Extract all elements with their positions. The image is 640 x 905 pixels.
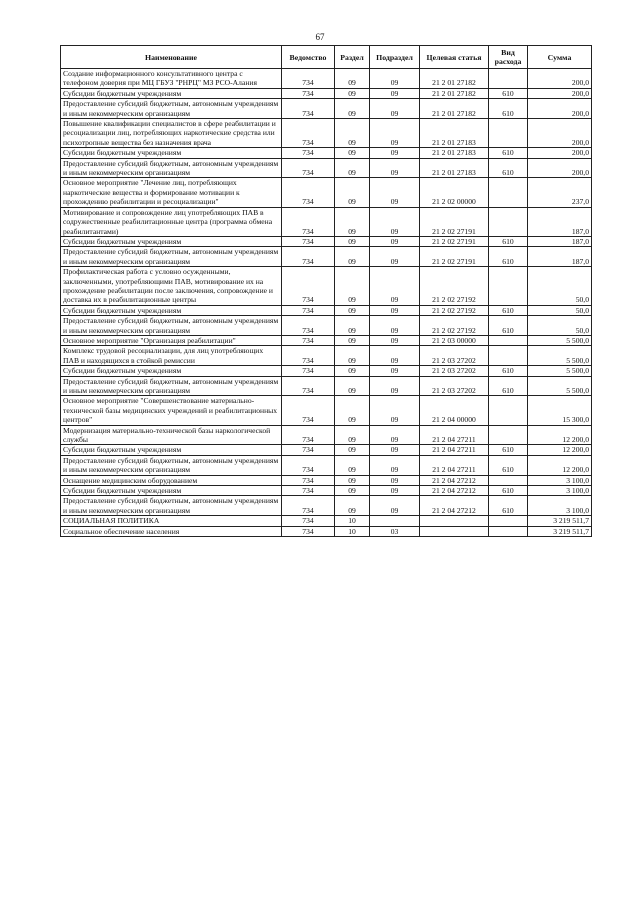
row-subsection-cell: 09 [370, 69, 420, 89]
row-amount-cell: 3 219 511,7 [528, 526, 592, 536]
row-amount-cell: 200,0 [528, 119, 592, 148]
table-row [61, 207, 592, 236]
row-target-cell: 21 2 03 27202 [420, 366, 489, 376]
row-section-cell: 09 [335, 236, 370, 246]
row-expense-type-cell: 610 [489, 376, 528, 396]
row-name-cell: Субсидии бюджетным учреждениям [61, 445, 282, 455]
row-subsection-cell: 09 [370, 99, 420, 119]
row-name-cell: Основное мероприятие "Организация реабилитации" [61, 335, 282, 345]
row-name-cell: Субсидии бюджетным учреждениям [61, 486, 282, 496]
row-target-cell: 21 2 01 27182 [420, 99, 489, 119]
row-subsection-cell: 09 [370, 396, 420, 425]
row-target-cell: 21 2 02 27191 [420, 236, 489, 246]
row-dept-cell: 734 [282, 247, 335, 267]
row-subsection-cell: 09 [370, 316, 420, 336]
row-target-cell: 21 2 02 27192 [420, 316, 489, 336]
row-expense-type-cell: 610 [489, 496, 528, 516]
row-amount-cell: 200,0 [528, 69, 592, 89]
row-amount-cell: 12 200,0 [528, 455, 592, 475]
row-dept-cell: 734 [282, 526, 335, 536]
table-row [61, 486, 592, 496]
row-target-cell: 21 2 03 27202 [420, 376, 489, 396]
row-expense-type-cell [489, 267, 528, 306]
row-dept-cell: 734 [282, 178, 335, 207]
row-target-cell: 21 2 02 27191 [420, 207, 489, 236]
row-amount-cell: 187,0 [528, 236, 592, 246]
row-expense-type-cell: 610 [489, 88, 528, 98]
row-section-cell: 09 [335, 207, 370, 236]
table-row [61, 366, 592, 376]
row-target-cell: 21 2 01 27183 [420, 148, 489, 158]
table-row [61, 247, 592, 267]
row-name-cell: Предоставление субсидий бюджетным, автономным учреждениям и иным некоммерческим организациям [61, 376, 282, 396]
row-subsection-cell: 09 [370, 236, 420, 246]
row-amount-cell: 187,0 [528, 207, 592, 236]
row-subsection-cell: 09 [370, 376, 420, 396]
header-amount: Сумма [528, 46, 592, 69]
row-expense-type-cell [489, 516, 528, 526]
row-section-cell: 09 [335, 99, 370, 119]
table-row [61, 88, 592, 98]
row-dept-cell: 734 [282, 445, 335, 455]
row-target-cell [420, 516, 489, 526]
row-section-cell: 09 [335, 475, 370, 485]
row-amount-cell: 200,0 [528, 99, 592, 119]
table-row [61, 516, 592, 526]
row-amount-cell: 50,0 [528, 267, 592, 306]
row-dept-cell: 734 [282, 486, 335, 496]
row-amount-cell: 5 500,0 [528, 366, 592, 376]
row-target-cell: 21 2 04 27212 [420, 496, 489, 516]
row-expense-type-cell: 610 [489, 445, 528, 455]
row-amount-cell: 200,0 [528, 88, 592, 98]
row-name-cell: Профилактическая работа с условно осужденными, заключенными, употребляющими ПАВ, мотивирование их на прохождение реабилитации после заключения, сопровождение и доставка их в реабилитационные центры [61, 267, 282, 306]
row-name-cell: Модернизация материально-технической базы наркологической службы [61, 425, 282, 445]
row-amount-cell: 3 100,0 [528, 496, 592, 516]
row-section-cell: 09 [335, 316, 370, 336]
row-section-cell: 09 [335, 396, 370, 425]
row-amount-cell: 50,0 [528, 316, 592, 336]
row-dept-cell: 734 [282, 158, 335, 178]
row-name-cell: Основное мероприятие "Лечение лиц, потребляющих наркотические вещества и формирование мотивации к прохождению реабилитации и ресоциализации" [61, 178, 282, 207]
row-target-cell: 21 2 04 27212 [420, 486, 489, 496]
row-subsection-cell: 09 [370, 148, 420, 158]
row-subsection-cell: 09 [370, 158, 420, 178]
row-expense-type-cell [489, 475, 528, 485]
row-expense-type-cell [489, 425, 528, 445]
row-subsection-cell: 09 [370, 496, 420, 516]
row-amount-cell: 3 100,0 [528, 486, 592, 496]
table-row [61, 99, 592, 119]
row-subsection-cell: 03 [370, 526, 420, 536]
row-subsection-cell: 09 [370, 305, 420, 315]
table-row [61, 335, 592, 345]
table-row [61, 316, 592, 336]
row-subsection-cell: 09 [370, 119, 420, 148]
row-section-cell: 09 [335, 88, 370, 98]
row-section-cell: 09 [335, 158, 370, 178]
table-row [61, 236, 592, 246]
header-expense-type: Вид расхода [489, 46, 528, 69]
row-expense-type-cell: 610 [489, 158, 528, 178]
row-name-cell: Субсидии бюджетным учреждениям [61, 305, 282, 315]
row-dept-cell: 734 [282, 236, 335, 246]
row-target-cell: 21 2 01 27182 [420, 88, 489, 98]
row-section-cell: 10 [335, 516, 370, 526]
row-expense-type-cell: 610 [489, 148, 528, 158]
row-dept-cell: 734 [282, 69, 335, 89]
table-row [61, 455, 592, 475]
row-section-cell: 09 [335, 267, 370, 306]
row-dept-cell: 734 [282, 376, 335, 396]
row-amount-cell: 50,0 [528, 305, 592, 315]
row-name-cell: Предоставление субсидий бюджетным, автономным учреждениям и иным некоммерческим организациям [61, 455, 282, 475]
row-section-cell: 09 [335, 305, 370, 315]
row-amount-cell: 200,0 [528, 158, 592, 178]
row-amount-cell: 12 200,0 [528, 445, 592, 455]
table-row [61, 267, 592, 306]
row-dept-cell: 734 [282, 396, 335, 425]
table-row [61, 305, 592, 315]
row-name-cell: Мотивирование и сопровождение лиц употребляющих ПАВ в содружественные реабилитационные центра (программа обмена реабилитантами) [61, 207, 282, 236]
row-name-cell: Основное мероприятие "Совершенствование материально-технической базы медицинских учреждений и реабилитационных центров" [61, 396, 282, 425]
row-expense-type-cell [489, 207, 528, 236]
row-section-cell: 09 [335, 486, 370, 496]
page-number: 67 [315, 32, 325, 42]
row-target-cell: 21 2 01 27183 [420, 119, 489, 148]
row-section-cell: 09 [335, 119, 370, 148]
row-target-cell: 21 2 04 27212 [420, 475, 489, 485]
row-amount-cell: 5 500,0 [528, 346, 592, 366]
row-target-cell [420, 526, 489, 536]
row-subsection-cell: 09 [370, 346, 420, 366]
row-section-cell: 10 [335, 526, 370, 536]
row-dept-cell: 734 [282, 425, 335, 445]
row-target-cell: 21 2 04 27211 [420, 425, 489, 445]
row-subsection-cell: 09 [370, 486, 420, 496]
row-name-cell: Предоставление субсидий бюджетным, автономным учреждениям и иным некоммерческим организациям [61, 247, 282, 267]
row-expense-type-cell: 610 [489, 366, 528, 376]
row-section-cell: 09 [335, 376, 370, 396]
row-amount-cell: 237,0 [528, 178, 592, 207]
row-expense-type-cell [489, 396, 528, 425]
row-name-cell: Субсидии бюджетным учреждениям [61, 366, 282, 376]
row-dept-cell: 734 [282, 148, 335, 158]
table-row [61, 396, 592, 425]
row-section-cell: 09 [335, 69, 370, 89]
row-section-cell: 09 [335, 148, 370, 158]
row-section-cell: 09 [335, 366, 370, 376]
row-expense-type-cell [489, 178, 528, 207]
row-amount-cell: 3 219 511,7 [528, 516, 592, 526]
row-target-cell: 21 2 03 27202 [420, 346, 489, 366]
row-section-cell: 09 [335, 445, 370, 455]
row-dept-cell: 734 [282, 207, 335, 236]
row-subsection-cell: 09 [370, 335, 420, 345]
table-row [61, 158, 592, 178]
row-name-cell: Комплекс трудовой ресоциализации, для лиц употребляющих ПАВ и находящихся в стойкой ремиссии [61, 346, 282, 366]
table-row [61, 148, 592, 158]
row-name-cell: Предоставление субсидий бюджетным, автономным учреждениям и иным некоммерческим организациям [61, 316, 282, 336]
header-target: Целевая статья [420, 46, 489, 69]
table-row [61, 376, 592, 396]
row-dept-cell: 734 [282, 366, 335, 376]
row-expense-type-cell: 610 [489, 236, 528, 246]
row-target-cell: 21 2 04 27211 [420, 455, 489, 475]
row-dept-cell: 734 [282, 119, 335, 148]
row-subsection-cell: 09 [370, 267, 420, 306]
row-dept-cell: 734 [282, 305, 335, 315]
row-subsection-cell: 09 [370, 88, 420, 98]
row-dept-cell: 734 [282, 496, 335, 516]
table-row [61, 119, 592, 148]
row-subsection-cell: 09 [370, 247, 420, 267]
row-expense-type-cell: 610 [489, 316, 528, 336]
row-subsection-cell: 09 [370, 475, 420, 485]
table-row [61, 475, 592, 485]
row-amount-cell: 3 100,0 [528, 475, 592, 485]
row-dept-cell: 734 [282, 475, 335, 485]
row-name-cell: Предоставление субсидий бюджетным, автономным учреждениям и иным некоммерческим организациям [61, 99, 282, 119]
row-section-cell: 09 [335, 496, 370, 516]
row-name-cell: Предоставление субсидий бюджетным, автономным учреждениям и иным некоммерческим организациям [61, 158, 282, 178]
row-dept-cell: 734 [282, 455, 335, 475]
row-target-cell: 21 2 02 27191 [420, 247, 489, 267]
row-name-cell: СОЦИАЛЬНАЯ ПОЛИТИКА [61, 516, 282, 526]
row-name-cell: Оснащение медицинским оборудованием [61, 475, 282, 485]
row-target-cell: 21 2 03 00000 [420, 335, 489, 345]
row-amount-cell: 12 200,0 [528, 425, 592, 445]
row-expense-type-cell: 610 [489, 99, 528, 119]
row-dept-cell: 734 [282, 516, 335, 526]
row-subsection-cell: 09 [370, 366, 420, 376]
row-target-cell: 21 2 01 27182 [420, 69, 489, 89]
row-target-cell: 21 2 04 27211 [420, 445, 489, 455]
row-name-cell: Субсидии бюджетным учреждениям [61, 236, 282, 246]
row-target-cell: 21 2 01 27183 [420, 158, 489, 178]
row-amount-cell: 15 300,0 [528, 396, 592, 425]
row-subsection-cell: 09 [370, 207, 420, 236]
table-row [61, 526, 592, 536]
row-amount-cell: 187,0 [528, 247, 592, 267]
row-expense-type-cell [489, 69, 528, 89]
header-name: Наименование [61, 46, 282, 69]
row-section-cell: 09 [335, 346, 370, 366]
table-row [61, 496, 592, 516]
row-amount-cell: 5 500,0 [528, 376, 592, 396]
row-amount-cell: 5 500,0 [528, 335, 592, 345]
row-target-cell: 21 2 02 00000 [420, 178, 489, 207]
row-name-cell: Предоставление субсидий бюджетным, автономным учреждениям и иным некоммерческим организациям [61, 496, 282, 516]
row-section-cell: 09 [335, 335, 370, 345]
table-row [61, 178, 592, 207]
row-section-cell: 09 [335, 178, 370, 207]
header-dept: Ведомство [282, 46, 335, 69]
row-subsection-cell: 09 [370, 425, 420, 445]
table-row [61, 346, 592, 366]
row-name-cell: Повышение квалификации специалистов в сфере реабилитации и ресоциализации лиц, потребляющих наркотические средства или психотропные вещества без назначения врача [61, 119, 282, 148]
row-name-cell: Социальное обеспечение населения [61, 526, 282, 536]
header-section: Раздел [335, 46, 370, 69]
row-section-cell: 09 [335, 247, 370, 267]
header-subsection: Подраздел [370, 46, 420, 69]
row-amount-cell: 200,0 [528, 148, 592, 158]
row-dept-cell: 734 [282, 88, 335, 98]
row-section-cell: 09 [335, 425, 370, 445]
row-subsection-cell: 09 [370, 178, 420, 207]
row-target-cell: 21 2 02 27192 [420, 267, 489, 306]
row-dept-cell: 734 [282, 316, 335, 336]
table-row [61, 425, 592, 445]
table-row [61, 445, 592, 455]
row-target-cell: 21 2 02 27192 [420, 305, 489, 315]
row-dept-cell: 734 [282, 267, 335, 306]
row-name-cell: Создание информационного консультативного центра с телефоном доверия при МЦ ГБУЗ "РНРЦ" МЗ РСО-Алания [61, 69, 282, 89]
header-row [61, 46, 592, 69]
row-expense-type-cell: 610 [489, 247, 528, 267]
row-subsection-cell: 09 [370, 445, 420, 455]
row-dept-cell: 734 [282, 99, 335, 119]
budget-table [60, 45, 592, 537]
row-expense-type-cell: 610 [489, 486, 528, 496]
row-name-cell: Субсидии бюджетным учреждениям [61, 148, 282, 158]
row-expense-type-cell: 610 [489, 455, 528, 475]
row-expense-type-cell [489, 119, 528, 148]
row-dept-cell: 734 [282, 346, 335, 366]
row-subsection-cell: 09 [370, 455, 420, 475]
row-section-cell: 09 [335, 455, 370, 475]
row-expense-type-cell [489, 335, 528, 345]
row-name-cell: Субсидии бюджетным учреждениям [61, 88, 282, 98]
table-row [61, 69, 592, 89]
row-subsection-cell [370, 516, 420, 526]
row-target-cell: 21 2 04 00000 [420, 396, 489, 425]
row-expense-type-cell [489, 346, 528, 366]
row-expense-type-cell: 610 [489, 305, 528, 315]
row-expense-type-cell [489, 526, 528, 536]
table-body [61, 69, 592, 537]
row-dept-cell: 734 [282, 335, 335, 345]
